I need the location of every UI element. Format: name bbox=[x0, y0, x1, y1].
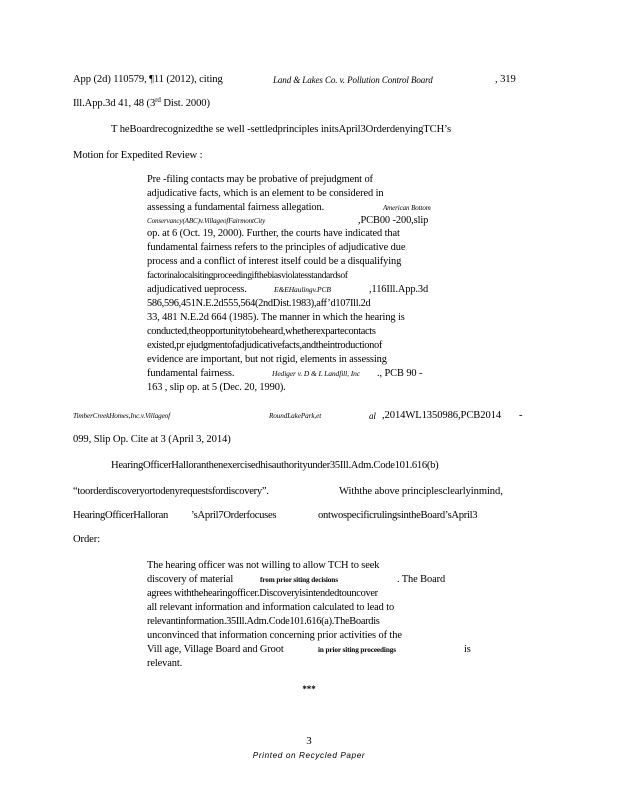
text: ., PCB 90 - bbox=[377, 368, 423, 379]
quote-1-line: 586,596,451N.E.2d555,564(2ndDist.1983),aff’d107Ill.2d bbox=[147, 298, 371, 309]
quote-1-line: conducted,theopportunitytobeheard,whetherexpartecontacts bbox=[147, 326, 376, 337]
quote-1-line: process and a conflict of interest itself could be a disqualifying bbox=[147, 256, 402, 267]
footer-text: Printed on Recycled Paper bbox=[252, 751, 366, 760]
text: Withthe above principlesclearlyinmind, bbox=[339, 486, 503, 497]
emphasis-text: in prior siting proceedings bbox=[318, 646, 396, 654]
quote-2-line: agrees withthehearingofficer.Discoveryisintendedtouncover bbox=[147, 588, 378, 599]
quote-2-line: all relevant information and information calculated to lead to bbox=[147, 602, 395, 613]
paragraph-4-line-2 bbox=[73, 486, 503, 498]
case-citation: TimberCreekHomes,Inc.v.Villageof bbox=[73, 412, 171, 420]
quote-2-line: relevant. bbox=[147, 658, 183, 669]
text: Vill age, Village Board and Groot bbox=[147, 644, 284, 655]
paragraph-3-line-1 bbox=[73, 410, 523, 422]
text: adjudicatived ueprocess. bbox=[147, 284, 247, 295]
text: is bbox=[464, 644, 471, 655]
paragraph-4-line-4: Order: bbox=[73, 534, 101, 545]
quote-1-line bbox=[147, 368, 423, 380]
text: . The Board bbox=[397, 574, 446, 585]
page-number: 3 bbox=[306, 735, 312, 747]
case-citation: RoundLakePark,et bbox=[269, 412, 322, 420]
quote-1-line: 163 , slip op. at 5 (Dec. 20, 1990). bbox=[147, 382, 286, 393]
paragraph-3-line-2: 099, Slip Op. Cite at 3 (April 3, 2014) bbox=[73, 434, 231, 445]
text: ’sApril7Orderfocuses bbox=[191, 510, 277, 521]
text: ,2014WL1350986,PCB2014 bbox=[382, 410, 502, 421]
quote-1-line: factorinalocalsitingproceedingifthebiasviolatesstandardsof bbox=[147, 270, 348, 281]
quote-1-line bbox=[147, 284, 429, 296]
text: - bbox=[519, 410, 523, 421]
quote-1-line: existed,pr ejudgmentofadjudicativefacts,andtheintroductionof bbox=[147, 340, 382, 351]
text: , 319 bbox=[495, 74, 516, 85]
paragraph-4-line-3 bbox=[73, 510, 478, 522]
quote-1-line: fundamental fairness refers to the principles of adjudicative due bbox=[147, 242, 406, 253]
text: Ill.App.3d 41, 48 (3 bbox=[73, 98, 156, 109]
case-citation: E&EHaulingv.PCB bbox=[274, 285, 331, 294]
quote-2-line: The hearing officer was not willing to allow TCH to seek bbox=[147, 560, 380, 571]
quote-2-line bbox=[147, 644, 471, 656]
text: App (2d) 110579, ¶11 (2012), citing bbox=[73, 74, 223, 85]
case-citation: Land & Lakes Co. v. Pollution Control Board bbox=[273, 75, 433, 85]
quote-2-line: relevantinformation.35Ill.Adm.Code101.616(a).TheBoardis bbox=[147, 616, 380, 627]
text: “toorderdiscoveryortodenyrequestsfordiscovery”. bbox=[73, 486, 269, 497]
section-break: *** bbox=[302, 684, 316, 694]
case-citation: Hediger v. D & L Landfill, Inc bbox=[272, 369, 360, 378]
emphasis-text: from prior siting decisions bbox=[260, 576, 338, 584]
quote-1-line: adjudicative facts, which is an element to be considered in bbox=[147, 188, 384, 199]
quote-1-line: op. at 6 (Oct. 19, 2000). Further, the courts have indicated that bbox=[147, 228, 400, 239]
paragraph-4-line-1: HearingOfficerHalloranthenexercisedhisauthorityunder35Ill.Adm.Code101.616(b) bbox=[111, 460, 439, 471]
text: ,PCB00 -200,slip bbox=[358, 215, 429, 226]
case-citation: American Bottom bbox=[383, 204, 431, 212]
paragraph-2-line-2: Motion for Expedited Review : bbox=[73, 150, 203, 161]
quote-1-line: 33, 481 N.E.2d 664 (1985). The manner in which the hearing is bbox=[147, 312, 405, 323]
text: fundamental fairness. bbox=[147, 368, 235, 379]
quote-1-line bbox=[147, 215, 429, 227]
text: HearingOfficerHalloran bbox=[73, 510, 168, 521]
quote-2-line: unconvinced that information concerning prior activities of the bbox=[147, 630, 402, 641]
quote-1-line: evidence are important, but not rigid, elements in assessing bbox=[147, 354, 387, 365]
quote-1-line: Pre -filing contacts may be probative of prejudgment of bbox=[147, 174, 373, 185]
text: ,116Ill.App.3d bbox=[369, 284, 429, 295]
text: discovery of material bbox=[147, 574, 234, 585]
paragraph-2-line-1: T heBoardrecognizedthe se well -settledprinciples initsApril3OrderdenyingTCH’s bbox=[111, 124, 452, 135]
text: Dist. 2000) bbox=[163, 98, 210, 109]
case-citation: al bbox=[369, 411, 376, 421]
paragraph-1-line-1 bbox=[73, 74, 516, 86]
paragraph-1-line-2 bbox=[73, 98, 210, 110]
superscript: rd bbox=[155, 96, 161, 104]
case-citation: Conservancy(ABC)v.VillageofFairmontCity bbox=[147, 217, 266, 225]
quote-2-line bbox=[147, 574, 446, 586]
quote-1-line bbox=[147, 202, 431, 214]
text: assessing a fundamental fairness allegation. bbox=[147, 202, 325, 213]
text: ontwospecificrulingsintheBoard’sApril3 bbox=[318, 510, 478, 521]
